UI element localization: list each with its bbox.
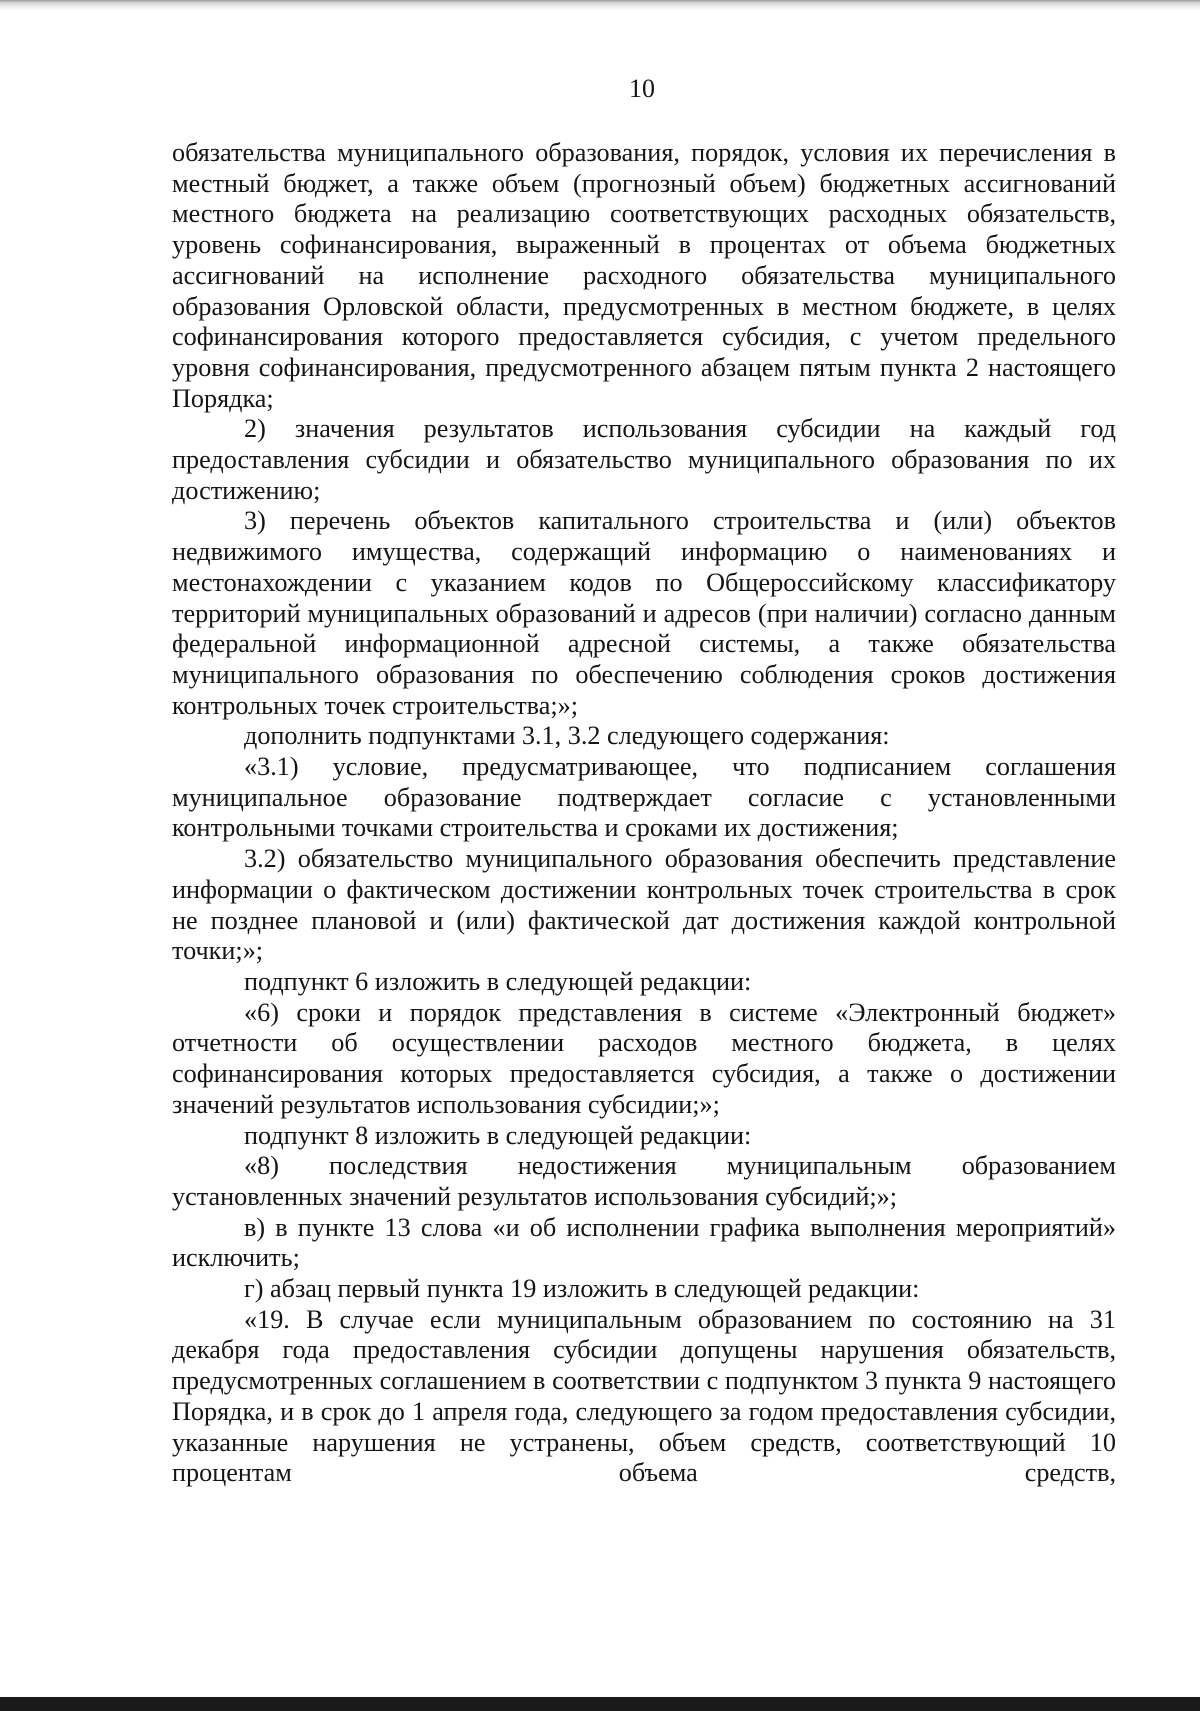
scan-edge-bottom xyxy=(0,1697,1200,1711)
paragraph-4: дополнить подпунктами 3.1, 3.2 следующего содержания: xyxy=(244,721,890,751)
document-body xyxy=(172,138,1116,1489)
paragraph-6: 3.2) обязательство муниципального образования обеспечить представление информации о фактическом достижении контрольных точек строительства в срок не позднее плановой и (или) фактической дат достижения каждой контрольной точки;»; xyxy=(172,844,1116,966)
paragraph-5: «3.1) условие, предусматривающее, что подписанием соглашения муниципальное образование подтверждает согласие с установленными контрольными точками строительства и сроками их достижения; xyxy=(172,752,1116,843)
paragraph-9: подпункт 8 изложить в следующей редакции: xyxy=(244,1120,752,1150)
paragraph-1: обязательства муниципального образования, порядок, условия их перечисления в местный бюджет, а также объем (прогнозный объем) бюджетных ассигнований местного бюджета на реализацию соответствующих расходных обязательств, уровень софинансирования, выраженный в процентах от объема бюджетных ассигнований на исполнение расходного обязательства муниципального образования Орловской области, предусмотренных в местном бюджете, в целях софинансирования которого предоставляется субсидия, с учетом предельного уровня софинансирования, предусмотренного абзацем пятым пункта 2 настоящего Порядка; xyxy=(172,138,1116,413)
paragraph-2: 2) значения результатов использования субсидии на каждый год предоставления субсидии и обязательство муниципального образования по их достижению; xyxy=(172,414,1116,505)
paragraph-11: в) в пункте 13 слова «и об исполнении графика выполнения мероприятий» исключить; xyxy=(172,1212,1116,1273)
paragraph-8: «6) сроки и порядок представления в системе «Электронный бюджет» отчетности об осуществлении расходов местного бюджета, в целях софинансирования которых предоставляется субсидия, а также о достижении значений результатов использования субсидии;»; xyxy=(172,997,1116,1119)
paragraph-12: г) абзац первый пункта 19 изложить в следующей редакции: xyxy=(244,1274,920,1304)
paragraph-10: «8) последствия недостижения муниципальным образованием установленных значений результатов использования субсидий;»; xyxy=(172,1151,1116,1211)
paragraph-13: «19. В случае если муниципальным образованием по состоянию на 31 декабря года предоставления субсидии допущены нарушения обязательств, предусмотренных соглашением в соответствии с подпунктом 3 пункта 9 настоящего Порядка, и в срок до 1 апреля года, следующего за годом предоставления субсидии, указанные нарушения не устранены, объем средств, соответствующий 10 процентам объема средств, xyxy=(172,1304,1116,1488)
page-number: 10 xyxy=(629,74,655,103)
paragraph-7: подпункт 6 изложить в следующей редакции: xyxy=(244,966,752,996)
scan-edge-top xyxy=(0,0,1200,10)
paragraph-3: 3) перечень объектов капитального строительства и (или) объектов недвижимого имущества, содержащий информацию о наименованиях и местонахождении с указанием кодов по Общероссийскому классификатору территорий муниципальных образований и адресов (при наличии) согласно данным федеральной информационной адресной системы, а также обязательства муниципального образования по обеспечению соблюдения сроков достижения контрольных точек строительства;»; xyxy=(172,506,1116,720)
